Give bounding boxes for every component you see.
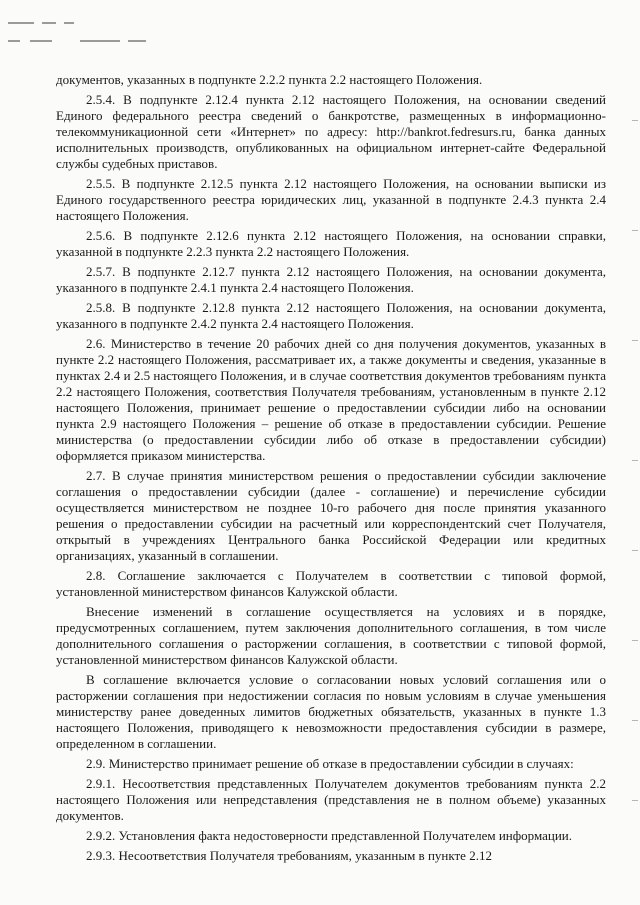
- paragraph-2-5-5: 2.5.5. В подпункте 2.12.5 пункта 2.12 настоящего Положения, на основании выписки из Единого государственного реестра юридических лиц, указанной в подпункте 2.4.3 пункта 2.4 настоящего Положения.: [56, 176, 606, 223]
- paragraph-2-9-3: 2.9.3. Несоответствия Получателя требованиям, указанным в пункте 2.12: [86, 848, 492, 863]
- paragraph-2-9: 2.9. Министерство принимает решение об отказе в предоставлении субсидии в случаях:: [86, 756, 574, 771]
- paragraph-2-5-8: 2.5.8. В подпункте 2.12.8 пункта 2.12 настоящего Положения, на основании документа, указанного в подпункте 2.4.2 пункта 2.4 настоящего Положения.: [56, 300, 606, 331]
- paragraph-continuation: документов, указанных в подпункте 2.2.2 пункта 2.2 настоящего Положения.: [56, 72, 483, 87]
- scan-artifact-right: [630, 80, 640, 880]
- document-page: [56, 72, 606, 868]
- paragraph-2-7: 2.7. В случае принятия министерством решения о предоставлении субсидии заключение соглашения о предоставлении субсидии (далее - соглашение) и перечисление субсидии осуществляется министерством не позднее 10-го рабочего дня после принятия указанного решения о предоставлении субсидии на расчетный или корреспондентский счет Получателя, открытый в учреждениях Центрального банка Российской Федерации или кредитных организациях, указанный в соглашении.: [56, 468, 606, 563]
- paragraph-2-5-7: 2.5.7. В подпункте 2.12.7 пункта 2.12 настоящего Положения, на основании документа, указанного в подпункте 2.4.1 пункта 2.4 настоящего Положения.: [56, 264, 606, 295]
- paragraph-2-9-1: 2.9.1. Несоответствия представленных Получателем документов требованиям пункта 2.2 настоящего Положения или непредставления (представления не в полном объеме) указанных документов.: [56, 776, 606, 823]
- paragraph-2-5-6: 2.5.6. В подпункте 2.12.6 пункта 2.12 настоящего Положения, на основании справки, указанной в подпункте 2.2.3 пункта 2.2 настоящего Положения.: [56, 228, 606, 259]
- paragraph-2-6: 2.6. Министерство в течение 20 рабочих дней со дня получения документов, указанных в пункте 2.2 настоящего Положения, рассматривает их, а также документы и сведения, указанные в пунктах 2.4 и 2.5 настоящего Положения, и в случае соответствия документов требованиям пункта 2.2 настоящего Положения, соответствия Получателя требованиям, установленным в пункте 2.12 настоящего Положения, принимает решение о предоставлении субсидии либо на основании пункта 2.9 настоящего Положения – решение об отказе в предоставлении субсидии. Решение министерства (о предоставлении субсидии либо об отказе в предоставлении субсидии) оформляется приказом министерства.: [56, 336, 606, 463]
- paragraph-2-9-2: 2.9.2. Установления факта недостоверности представленной Получателем информации.: [86, 828, 573, 843]
- paragraph-2-8-conditions: В соглашение включается условие о согласовании новых условий соглашения или о расторжении соглашения при недостижении согласия по новым условиям в случае уменьшения министерству ранее доведенных лимитов бюджетных обязательств, указанных в пункте 1.3 настоящего Положения, приводящего к невозможности предоставления субсидии в размере, определенном в соглашении.: [56, 672, 606, 751]
- paragraph-2-8-changes: Внесение изменений в соглашение осуществляется на условиях и в порядке, предусмотренных соглашением, путем заключения дополнительного соглашения, в том числе дополнительного соглашения о расторжении соглашения, в соответствии с типовой формой, установленной министерством финансов Калужской области.: [56, 604, 606, 667]
- paragraph-2-5-4: 2.5.4. В подпункте 2.12.4 пункта 2.12 настоящего Положения, на основании сведений Единого федерального реестра сведений о банкротстве, размещенных в информационно-телекоммуникационной сети «Интернет» по адресу: http://bankrot.fedresurs.ru, банка данных исполнительных производств, опубликованных на официальном интернет-сайте Федеральной службы судебных приставов.: [56, 92, 606, 171]
- paragraph-2-8: 2.8. Соглашение заключается с Получателем в соответствии с типовой формой, установленной министерством финансов Калужской области.: [56, 568, 606, 599]
- scan-artifact-top: [8, 20, 178, 60]
